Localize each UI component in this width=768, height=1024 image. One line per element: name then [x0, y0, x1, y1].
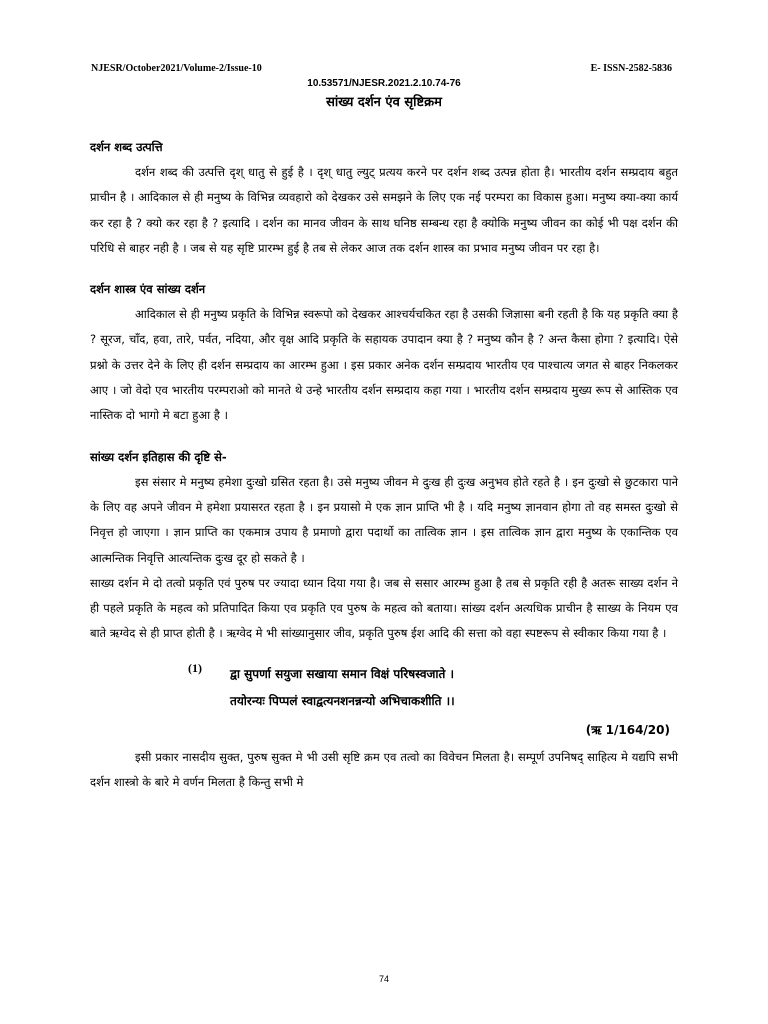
verse-block: [90, 661, 678, 745]
issn-header: E- ISSN-2582-5836: [590, 63, 672, 74]
article-title: सांख्य दर्शन एंव सृष्टिक्रम: [326, 95, 442, 110]
section-3-paragraph-1: इस संसार मे मनुष्य हमेशा दुःखो ग्रसित रहता है। उसे मनुष्य जीवन मे दुःख ही दुःख अनुभव होते रहते है । इन दुःखो से छुटकारा पाने के लिए वह अपने जीवन मे हमेशा प्रयासरत रहता है । इन प्रयासो मे एक ज्ञान प्राप्ति भी है । यदि मनुष्य ज्ञानवान होगा तो वह समस्त दुःखो से निवृत्त हो जाएगा । ज्ञान प्राप्ति का एकमात्र उपाय है प्रमाणो द्वारा पदार्थो का तात्विक ज्ञान । इस तात्विक ज्ञान द्वारा मनुष्य के एकान्तिक एव आत्मन्तिक निवृत्ति आत्यन्तिक दुःख दूर हो सकते है ।: [90, 474, 678, 565]
section-2-paragraph: आदिकाल से ही मनुष्य प्रकृति के विभिन्न स्वरूपो को देखकर आश्चर्यचकित रहा है उसकी जिज्ञासा बनी रहती है कि यह प्रकृति क्या है ? सूरज, चाँद, हवा, तारे, पर्वत, नदिया, और वृक्ष आदि प्रकृति के सहायक उपादान क्या है ? मनुष्य कौन है ? अन्त कैसा होगा ? इत्यादि। ऐसे प्रश्नो के उत्तर देने के लिए ही दर्शन सम्प्रदाय का आरम्भ हुआ । इस प्रकार अनेक दर्शन सम्प्रदाय भारतीय एव पाश्चात्य जगत से बाहर निकलकर आए । जो वेदो एव भारतीय परम्पराओ को मानते थे उन्हे भारतीय दर्शन सम्प्रदाय कहा गया । भारतीय दर्शन सम्प्रदाय मुख्य रूप से आस्तिक एव नास्तिक दो भागो मे बटा हुआ है ।: [90, 307, 678, 423]
verse-number: (1): [188, 660, 202, 675]
verse-line-2: तयोरन्यः पिप्पलं स्वाद्वत्यनशनन्नन्यो अभिचाकशीति ।।: [230, 693, 455, 708]
section-3-paragraph-2: साख्य दर्शन मे दो तत्वो प्रकृति एवं पुरुष पर ज्यादा ध्यान दिया गया है। जब से ससार आरम्भ हुआ है तब से प्रकृति रही है अतरू साख्य दर्शन ने ही पहले प्रकृति के महत्व को प्रतिपादित किया एव प्रकृति एव पुरुष के महत्व को बताया। सांख्य दर्शन अत्यधिक प्राचीन है साख्य के नियम एव बाते ऋग्वेद से ही प्राप्त होती है । ऋग्वेद मे भी सांख्यानुसार जीव, प्रकृति पुरुष ईश आदि की सत्ता को वहा स्पष्टरूप से स्वीकार किया गया है ।: [90, 575, 678, 641]
verse-reference: (ऋ 1/164/20): [585, 722, 670, 737]
verse-line-1: द्वा सुपर्णा सयुजा सखाया समान विक्षं परिषस्वजाते ।: [230, 666, 455, 681]
section-heading-3: सांख्य दर्शन इतिहास की दृष्टि से-: [90, 449, 227, 464]
page-number: 74: [378, 974, 389, 984]
article-body: [90, 138, 678, 795]
section-1-paragraph: दर्शन शब्द की उत्पत्ति दृश् धातु से हुई है । दृश् धातु ल्युट् प्रत्यय करने पर दर्शन शब्द उत्पन्न होता है। भारतीय दर्शन सम्प्रदाय बहुत प्राचीन है । आदिकाल से ही मनुष्य के विभिन्न व्यवहारो को देखकर उसे समझने के लिए एक नई परम्परा का विकास हुआ। मनुष्य क्या-क्या कार्य कर रहा है ? क्यो कर रहा है ? इत्यादि । दर्शन का मानव जीवन के साथ घनिष्ठ सम्बन्ध रहा है क्योकि मनुष्य जीवन का कोई भी पक्ष दर्शन की परिधि से बाहर नही है । जब से यह सृष्टि प्रारम्भ हुई है तब से लेकर आज तक दर्शन शास्त्र का प्रभाव मनुष्य जीवन पर रहा है।: [90, 165, 678, 255]
section-heading-2: दर्शन शास्त्र एंव सांख्य दर्शन: [90, 282, 206, 297]
journal-header: NJESR/October2021/Volume-2/Issue-10: [91, 63, 262, 74]
doi-line: 10.53571/NJESR.2021.2.10.74-76: [307, 78, 461, 89]
closing-paragraph: इसी प्रकार नासदीय सुक्त, पुरुष सुक्त मे भी उसी सृष्टि क्रम एव तत्वो का विवेचन मिलता है। सम्पूर्ण उपनिषद् साहित्य मे यद्यपि सभी दर्शन शास्त्रो के बारे मे वर्णन मिलता है किन्तु सभी मे: [90, 749, 678, 790]
section-heading-1: दर्शन शब्द उत्पत्ति: [90, 140, 163, 154]
